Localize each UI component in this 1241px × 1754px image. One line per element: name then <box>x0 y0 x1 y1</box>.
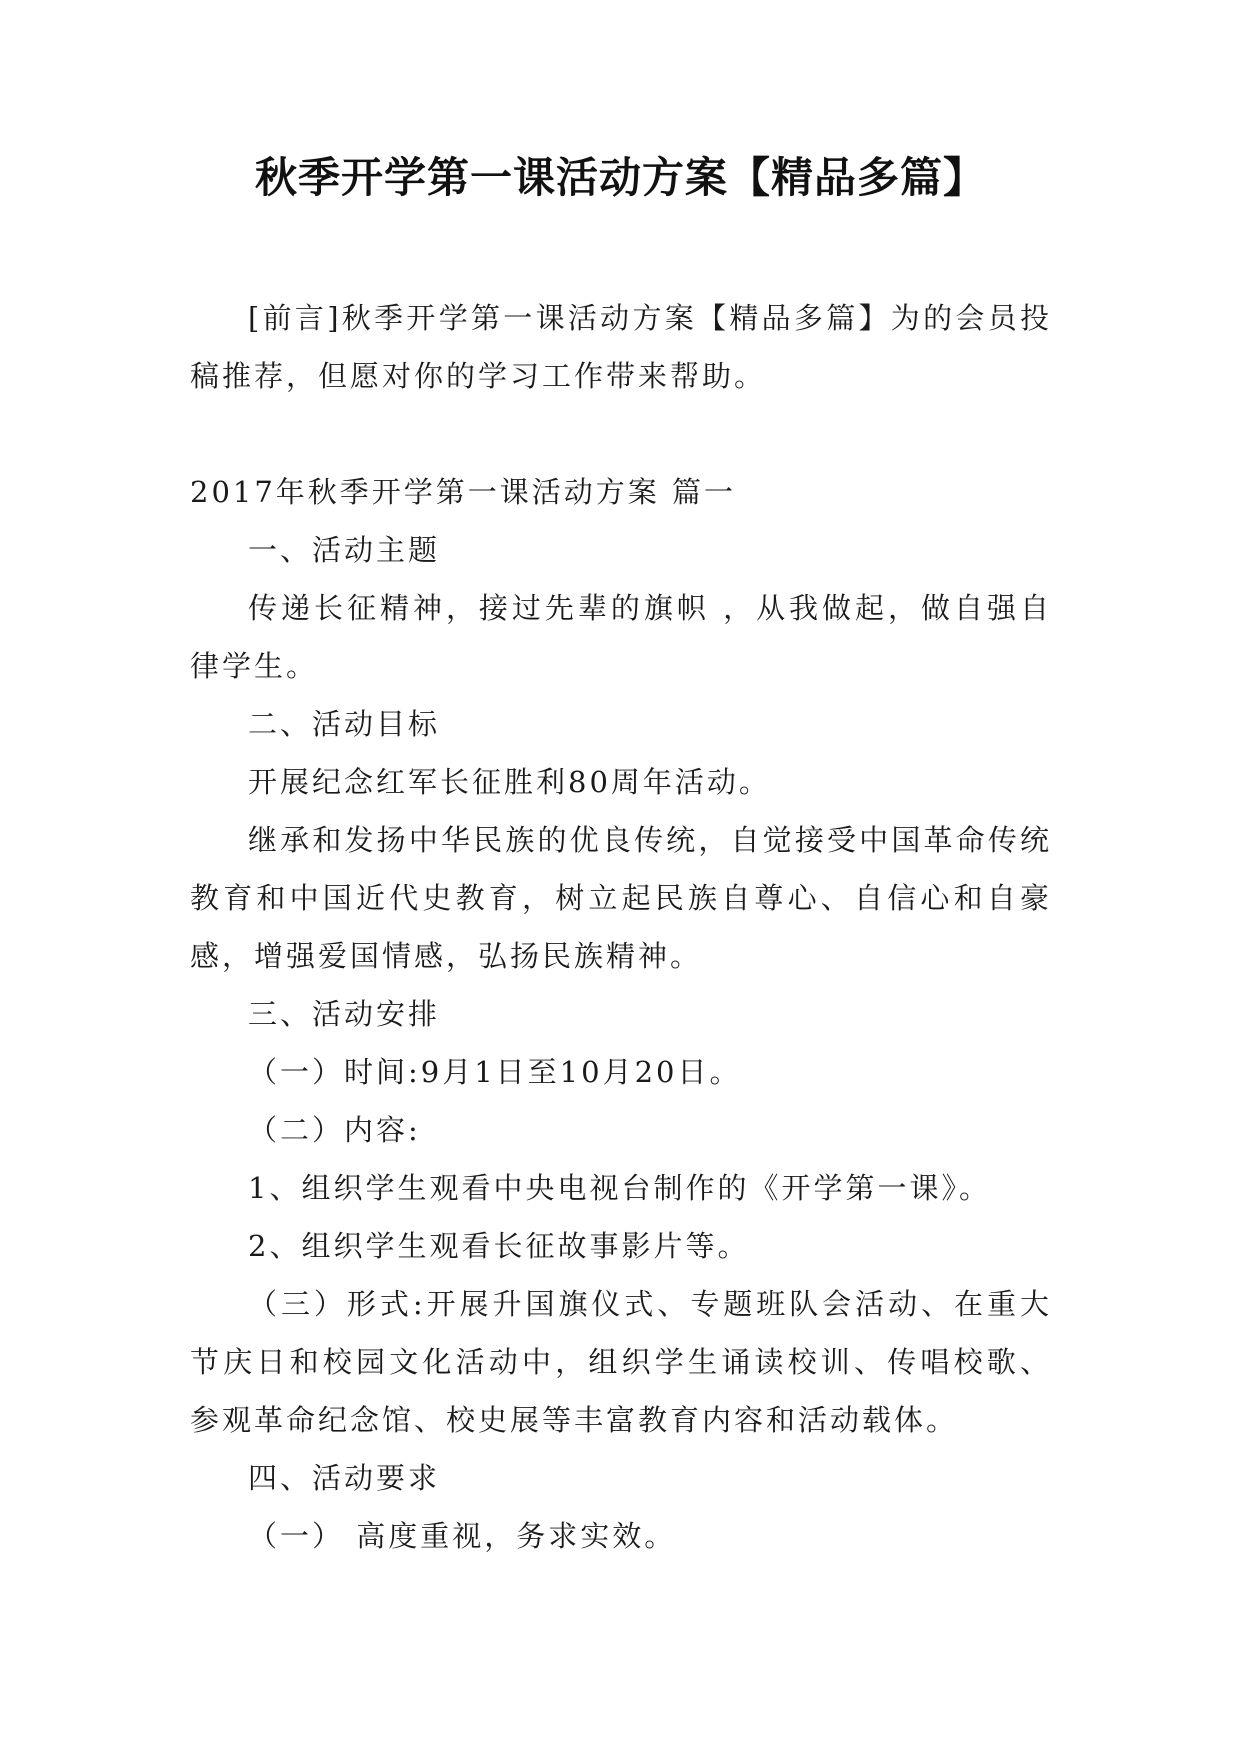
document-title: 秋季开学第一课活动方案【精品多篇】 <box>254 153 986 202</box>
paragraph-goal-2: 继承和发扬中华民族的优良传统，自觉接受中国革命传统教育和中国近代史教育，树立起民族自尊心、自信心和自豪感，增强爱国情感，弘扬民族精神。 <box>190 823 1052 973</box>
preface-paragraph: [前言]秋季开学第一课活动方案【精品多篇】为的会员投稿推荐，但愿对你的学习工作带来帮助。 <box>190 301 1052 393</box>
paragraph-content: （二）内容: <box>248 1113 421 1147</box>
paragraph-theme-text: 传递长征精神，接过先辈的旗帜 ，从我做起，做自强自律学生。 <box>190 591 1052 683</box>
heading-activity-goal: 二、活动目标 <box>248 707 441 741</box>
spacer <box>190 405 1052 463</box>
paragraph-goal-1: 开展纪念红军长征胜利80周年活动。 <box>248 765 771 799</box>
section-title: 2017年秋季开学第一课活动方案 篇一 <box>190 475 737 509</box>
list-item-1: 1、组织学生观看中央电视台制作的《开学第一课》。 <box>248 1171 991 1205</box>
paragraph-format: （三）形式:开展升国旗仪式、专题班队会活动、在重大节庆日和校园文化活动中，组织学生诵读校训、传唱校歌、参观革命纪念馆、校史展等丰富教育内容和活动载体。 <box>190 1287 1052 1437</box>
list-item-2: 2、组织学生观看长征故事影片等。 <box>248 1229 750 1263</box>
document-body <box>190 289 1052 1565</box>
paragraph-time: （一）时间:9月1日至10月20日。 <box>248 1055 742 1089</box>
paragraph-requirement-1: （一） 高度重视，务求实效。 <box>248 1519 677 1553</box>
heading-activity-theme: 一、活动主题 <box>248 533 441 567</box>
heading-activity-arrangement: 三、活动安排 <box>248 997 441 1031</box>
heading-activity-requirements: 四、活动要求 <box>248 1461 441 1495</box>
